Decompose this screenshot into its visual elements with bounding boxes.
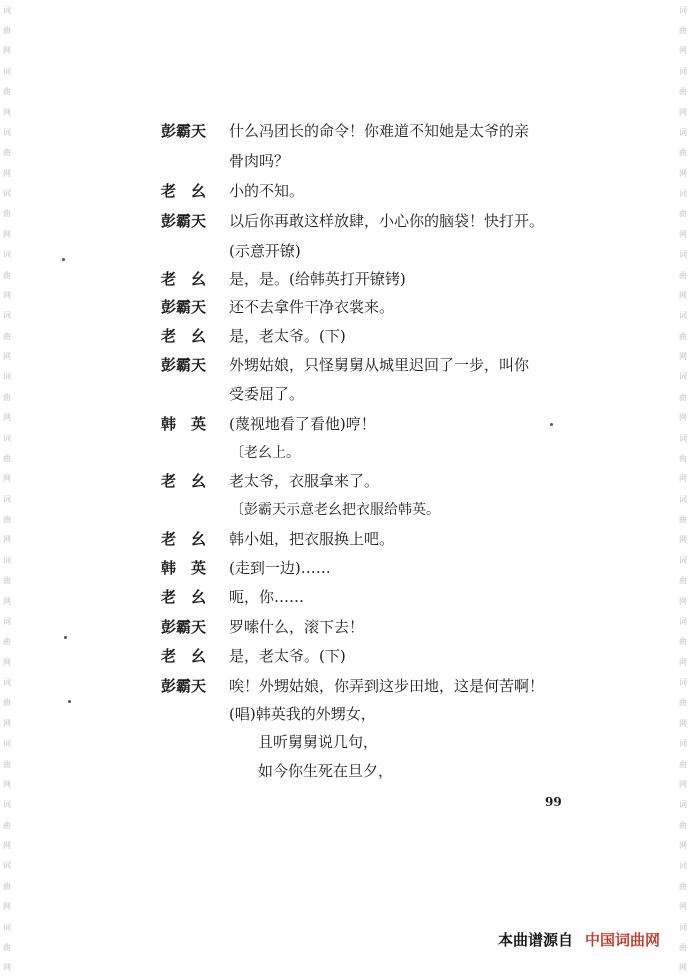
- watermark-glyph: 网: [679, 657, 687, 667]
- watermark-glyph: 曲: [679, 209, 687, 219]
- watermark-glyph: 词: [3, 922, 11, 932]
- watermark-glyph: 曲: [3, 881, 11, 891]
- watermark-glyph: 网: [3, 290, 11, 300]
- watermark-glyph: 词: [679, 494, 687, 504]
- watermark-glyph: 曲: [3, 87, 11, 97]
- watermark-glyph: 曲: [3, 209, 11, 219]
- speaker-name: 老 幺: [161, 647, 207, 665]
- print-speck: [62, 258, 65, 261]
- watermark-glyph: 曲: [679, 453, 687, 463]
- watermark-glyph: 网: [679, 963, 687, 973]
- watermark-glyph: 曲: [3, 392, 11, 402]
- watermark-glyph: 曲: [679, 698, 687, 708]
- watermark-glyph: 曲: [679, 759, 687, 769]
- dialogue-line: 唉！外甥姑娘，你弄到这步田地，这是何苦啊！: [229, 677, 545, 695]
- print-speck: [64, 636, 67, 639]
- watermark-glyph: 曲: [679, 820, 687, 830]
- watermark-glyph: 网: [679, 413, 687, 423]
- watermark-glyph: 曲: [3, 698, 11, 708]
- speaker-name: 老 幺: [161, 472, 207, 490]
- print-speck: [550, 423, 553, 426]
- dialogue-line: (走到一边)……: [229, 559, 331, 577]
- watermark-glyph: 曲: [3, 759, 11, 769]
- speaker-name: 彭霸天: [161, 618, 207, 636]
- watermark-glyph: 曲: [679, 881, 687, 891]
- stage-direction-inline: (示意开镣): [229, 242, 301, 260]
- dialogue-line: 老太爷，衣服拿来了。: [229, 472, 380, 490]
- dialogue-line: 小的不知。: [229, 182, 305, 200]
- watermark-glyph: 词: [3, 311, 11, 321]
- right-watermark-strip: [676, 0, 690, 978]
- watermark-glyph: 词: [3, 739, 11, 749]
- watermark-glyph: 网: [3, 718, 11, 728]
- dialogue-line: 呃，你……: [229, 588, 305, 606]
- watermark-glyph: 曲: [3, 576, 11, 586]
- watermark-glyph: 曲: [679, 87, 687, 97]
- watermark-glyph: 词: [3, 861, 11, 871]
- watermark-glyph: 网: [3, 107, 11, 117]
- speaker-name: 彭霸天: [161, 122, 207, 140]
- dialogue-line: (蔑视地看了看他)哼！: [229, 415, 376, 433]
- watermark-glyph: 网: [3, 902, 11, 912]
- dialogue-line: 以后你再敢这样放肆，小心你的脑袋！快打开。: [229, 212, 545, 230]
- source-prefix: 本曲谱源自: [497, 931, 573, 949]
- watermark-glyph: 曲: [3, 270, 11, 280]
- dialogue-line: 外甥姑娘，只怪舅舅从城里迟回了一步，叫你: [229, 356, 530, 374]
- watermark-glyph: 曲: [3, 26, 11, 36]
- dialogue-continuation: 骨肉吗？: [229, 152, 290, 170]
- watermark-glyph: 词: [3, 616, 11, 626]
- watermark-glyph: 词: [679, 616, 687, 626]
- watermark-glyph: 网: [3, 229, 11, 239]
- watermark-glyph: 曲: [679, 515, 687, 525]
- page-number: 99: [545, 795, 562, 809]
- watermark-glyph: 网: [3, 963, 11, 973]
- watermark-glyph: 网: [3, 841, 11, 851]
- watermark-glyph: 词: [3, 433, 11, 443]
- watermark-glyph: 词: [679, 861, 687, 871]
- watermark-glyph: 网: [3, 352, 11, 362]
- watermark-glyph: 网: [679, 718, 687, 728]
- watermark-glyph: 曲: [3, 515, 11, 525]
- watermark-glyph: 网: [679, 779, 687, 789]
- watermark-glyph: 词: [3, 800, 11, 810]
- watermark-glyph: 网: [3, 46, 11, 56]
- dialogue-line: 是，老太爷。(下): [229, 327, 346, 345]
- verse-line: 如今你生死在旦夕，: [258, 762, 394, 780]
- dialogue-line: 是，老太爷。(下): [229, 647, 346, 665]
- watermark-glyph: 曲: [3, 331, 11, 341]
- speaker-name: 老 幺: [161, 270, 207, 288]
- watermark-glyph: 词: [3, 494, 11, 504]
- dialogue-line: 什么冯团长的命令！你难道不知她是太爷的亲: [229, 122, 530, 140]
- stage-direction: 〔彭霸天示意老幺把衣服给韩英。: [230, 502, 440, 518]
- speaker-name: 彭霸天: [161, 212, 207, 230]
- watermark-glyph: 曲: [3, 453, 11, 463]
- dialogue-line: 韩小姐，把衣服换上吧。: [229, 530, 395, 548]
- watermark-glyph: 网: [679, 168, 687, 178]
- watermark-glyph: 词: [3, 66, 11, 76]
- watermark-glyph: 曲: [679, 148, 687, 158]
- source-site-link[interactable]: 中国词曲网: [584, 931, 660, 949]
- speaker-name: 老 幺: [161, 588, 207, 606]
- speaker-name: 老 幺: [161, 182, 207, 200]
- watermark-glyph: 网: [679, 229, 687, 239]
- watermark-glyph: 网: [3, 413, 11, 423]
- watermark-glyph: 网: [3, 779, 11, 789]
- verse-line: 且听舅舅说几句，: [258, 733, 379, 751]
- dialogue-line: 是，是。(给韩英打开镣铐): [229, 270, 406, 288]
- watermark-glyph: 网: [679, 902, 687, 912]
- watermark-glyph: 网: [679, 841, 687, 851]
- watermark-glyph: 词: [679, 800, 687, 810]
- watermark-glyph: 词: [3, 189, 11, 199]
- watermark-glyph: 网: [679, 352, 687, 362]
- watermark-glyph: 曲: [3, 820, 11, 830]
- watermark-glyph: 曲: [3, 942, 11, 952]
- watermark-glyph: 曲: [679, 331, 687, 341]
- dialogue-line: 罗嗦什么，滚下去！: [229, 618, 365, 636]
- dialogue-continuation: 受委屈了。: [229, 385, 305, 403]
- watermark-glyph: 曲: [679, 576, 687, 586]
- watermark-glyph: 网: [3, 168, 11, 178]
- watermark-glyph: 网: [3, 657, 11, 667]
- watermark-glyph: 曲: [679, 26, 687, 36]
- watermark-glyph: 词: [3, 555, 11, 565]
- watermark-glyph: 网: [679, 596, 687, 606]
- watermark-glyph: 网: [679, 46, 687, 56]
- watermark-glyph: 网: [3, 535, 11, 545]
- watermark-glyph: 曲: [3, 637, 11, 647]
- watermark-glyph: 词: [679, 372, 687, 382]
- watermark-glyph: 词: [3, 678, 11, 688]
- watermark-glyph: 词: [679, 189, 687, 199]
- source-footer: [498, 929, 660, 950]
- watermark-glyph: 词: [679, 66, 687, 76]
- print-speck: [68, 700, 71, 703]
- watermark-glyph: 词: [679, 739, 687, 749]
- watermark-glyph: 词: [679, 5, 687, 15]
- watermark-glyph: 词: [3, 127, 11, 137]
- watermark-glyph: 词: [3, 5, 11, 15]
- speaker-name: 彭霸天: [161, 356, 207, 374]
- left-watermark-strip: [0, 0, 14, 978]
- watermark-glyph: 曲: [679, 270, 687, 280]
- watermark-glyph: 曲: [679, 392, 687, 402]
- watermark-glyph: 词: [3, 372, 11, 382]
- watermark-glyph: 词: [679, 922, 687, 932]
- watermark-glyph: 网: [679, 535, 687, 545]
- watermark-glyph: 词: [679, 555, 687, 565]
- speaker-name: 彭霸天: [161, 677, 207, 695]
- watermark-glyph: 网: [679, 474, 687, 484]
- speaker-name: 韩 英: [161, 559, 207, 577]
- watermark-glyph: 词: [3, 250, 11, 260]
- watermark-glyph: 网: [679, 107, 687, 117]
- watermark-glyph: 网: [3, 596, 11, 606]
- watermark-glyph: 词: [679, 678, 687, 688]
- watermark-glyph: 词: [679, 250, 687, 260]
- dialogue-line: 还不去拿件干净衣裳来。: [229, 298, 395, 316]
- watermark-glyph: 曲: [679, 942, 687, 952]
- speaker-name: 韩 英: [161, 415, 207, 433]
- watermark-glyph: 曲: [679, 637, 687, 647]
- stage-direction: 〔老幺上。: [230, 445, 300, 461]
- speaker-name: 老 幺: [161, 327, 207, 345]
- speaker-name: 彭霸天: [161, 298, 207, 316]
- watermark-glyph: 网: [679, 290, 687, 300]
- watermark-glyph: 曲: [3, 148, 11, 158]
- sung-line: (唱)韩英我的外甥女，: [229, 705, 376, 723]
- watermark-glyph: 词: [679, 433, 687, 443]
- speaker-name: 老 幺: [161, 530, 207, 548]
- watermark-glyph: 网: [3, 474, 11, 484]
- watermark-glyph: 词: [679, 127, 687, 137]
- watermark-glyph: 词: [679, 311, 687, 321]
